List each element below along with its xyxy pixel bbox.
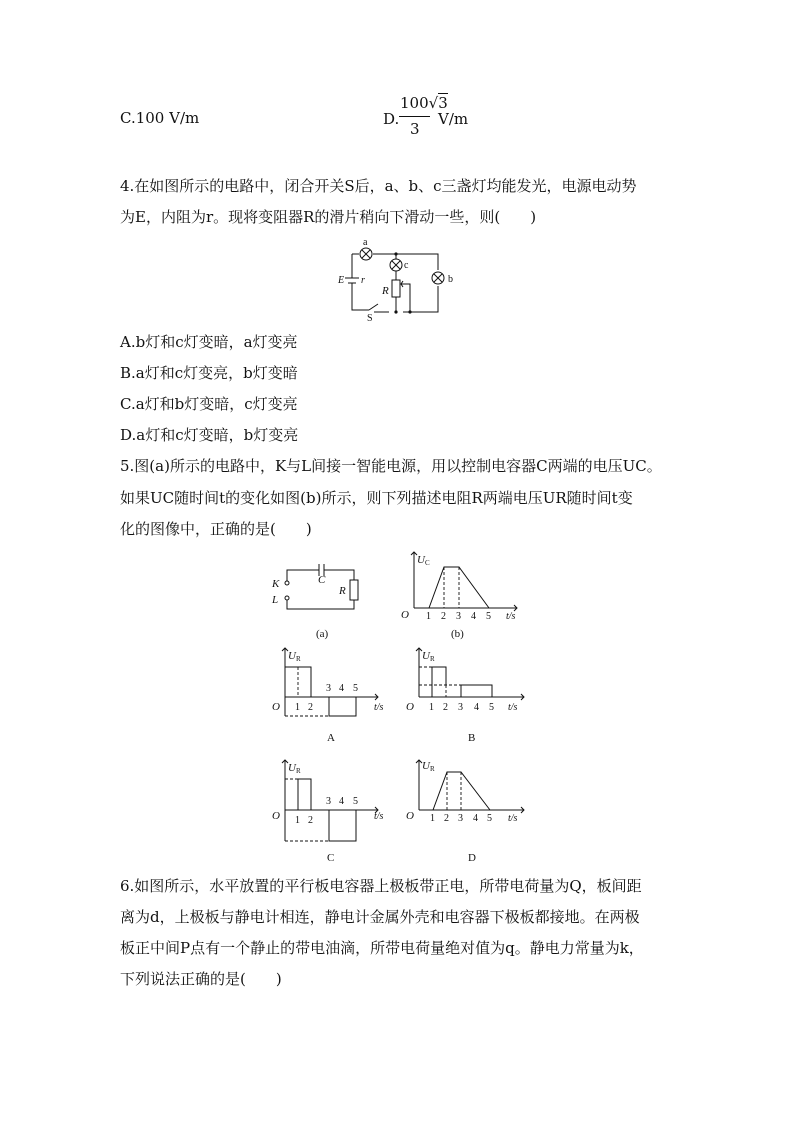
option-c-caption: C — [327, 852, 335, 864]
q5-option-d-graph — [402, 757, 532, 865]
tick-1: 1 — [426, 611, 431, 622]
q3-option-d-prefix: D. — [383, 110, 400, 128]
emf-label: E — [338, 275, 345, 286]
x-axis-label: t/s — [374, 702, 384, 713]
ur-axis-label: UR — [288, 650, 301, 663]
q5-option-b-graph — [402, 645, 532, 747]
q3-d-root: 3 — [438, 94, 448, 112]
q5-stem-line2: 如果UC随时间t的变化如图(b)所示，则下列描述电阻R两端电压UR随时间t变 — [120, 489, 633, 507]
tick-2: 2 — [308, 815, 313, 826]
tick-4: 4 — [471, 611, 476, 622]
q4-stem-line1: 4.在如图所示的电路中，闭合开关S后，a、b、c三盏灯均能发光，电源电动势 — [120, 177, 637, 195]
tick-5: 5 — [489, 702, 494, 713]
ur-axis-label: UR — [422, 760, 435, 773]
q4-option-a: A.b灯和c灯变暗，a灯变亮 — [120, 333, 298, 351]
tick-5: 5 — [353, 683, 358, 694]
tick-5: 5 — [487, 813, 492, 824]
tick-3: 3 — [458, 813, 463, 824]
q6-stem-line2: 离为d，上极板与静电计相连，静电计金属外壳和电容器下极板都接地。在两极 — [120, 908, 640, 926]
tick-2: 2 — [444, 813, 449, 824]
option-b-caption: B — [468, 732, 476, 744]
q3-d-num: 100 — [400, 94, 429, 112]
tick-4: 4 — [474, 702, 479, 713]
q4-circuit-figure — [330, 234, 465, 324]
q4-option-d: D.a灯和c灯变暗，b灯变亮 — [120, 426, 299, 444]
x-axis-label: t/s — [506, 611, 516, 622]
option-a-caption: A — [327, 732, 335, 744]
tick-2: 2 — [441, 611, 446, 622]
capacitor-label: C — [318, 574, 326, 586]
q4-option-b: B.a灯和c灯变亮，b灯变暗 — [120, 364, 298, 382]
q4-option-c: C.a灯和b灯变暗，c灯变亮 — [120, 395, 298, 413]
origin-label: O — [406, 701, 414, 713]
q6-stem-line4: 下列说法正确的是( ) — [120, 970, 282, 988]
tick-3: 3 — [456, 611, 461, 622]
lamp-a-label: a — [363, 237, 368, 248]
tick-4: 4 — [473, 813, 478, 824]
origin-label: O — [272, 810, 280, 822]
lamp-b-label: b — [448, 274, 453, 285]
origin-label: O — [401, 609, 409, 621]
figure-b-caption: (b) — [451, 628, 464, 640]
lamp-c-label: c — [404, 260, 409, 271]
tick-1: 1 — [295, 702, 300, 713]
origin-label: O — [406, 810, 414, 822]
q5-figure-b-graph — [396, 550, 531, 642]
tick-1: 1 — [430, 813, 435, 824]
q6-stem-line1: 6.如图所示，水平放置的平行板电容器上极板带正电，所带电荷量为Q，板间距 — [120, 877, 642, 895]
q6-stem-line3: 板正中间P点有一个静止的带电油滴，所带电荷量绝对值为q。静电力常量为k， — [120, 939, 644, 957]
q4-stem-line2: 为E，内阻为r。现将变阻器R的滑片稍向下滑动一些，则( ) — [120, 208, 537, 226]
q5-option-c-graph — [268, 757, 398, 865]
ur-axis-label: UR — [422, 650, 435, 663]
q5-option-a-graph — [268, 645, 398, 747]
tick-3: 3 — [326, 796, 331, 807]
origin-label: O — [272, 701, 280, 713]
tick-5: 5 — [353, 796, 358, 807]
x-axis-label: t/s — [508, 813, 518, 824]
ur-curve — [433, 772, 490, 810]
figure-a-caption: (a) — [316, 628, 329, 640]
q3-option-d-unit: V/m — [438, 110, 469, 128]
tick-3: 3 — [458, 702, 463, 713]
q3-fraction-bar — [399, 116, 430, 117]
x-axis-label: t/s — [374, 811, 384, 822]
tick-2: 2 — [443, 702, 448, 713]
switch-label: S — [367, 313, 373, 324]
tick-2: 2 — [308, 702, 313, 713]
option-d-caption: D — [468, 852, 476, 864]
internal-resistance-label: r — [361, 275, 365, 286]
tick-4: 4 — [339, 796, 344, 807]
terminal-l-label: L — [272, 594, 279, 606]
sqrt-symbol: √3 — [428, 94, 448, 112]
tick-4: 4 — [339, 683, 344, 694]
ur-axis-label: UR — [288, 762, 301, 775]
tick-3: 3 — [326, 683, 331, 694]
q5-figure-a-circuit — [268, 560, 368, 642]
q5-stem-line3: 化的图像中，正确的是( ) — [120, 520, 312, 538]
tick-1: 1 — [429, 702, 434, 713]
rheostat-label: R — [382, 285, 389, 297]
terminal-k-label: K — [272, 578, 280, 590]
q3-option-d-denominator: 3 — [410, 120, 420, 138]
x-axis-label: t/s — [508, 702, 518, 713]
q5-stem-line1: 5.图(a)所示的电路中，K与L间接一智能电源，用以控制电容器C两端的电压UC。 — [120, 457, 662, 475]
resistor-label: R — [339, 585, 346, 597]
tick-5: 5 — [486, 611, 491, 622]
q3-option-c: C.100 V/m — [120, 109, 200, 127]
tick-1: 1 — [295, 815, 300, 826]
uc-axis-label: UC — [417, 554, 430, 567]
